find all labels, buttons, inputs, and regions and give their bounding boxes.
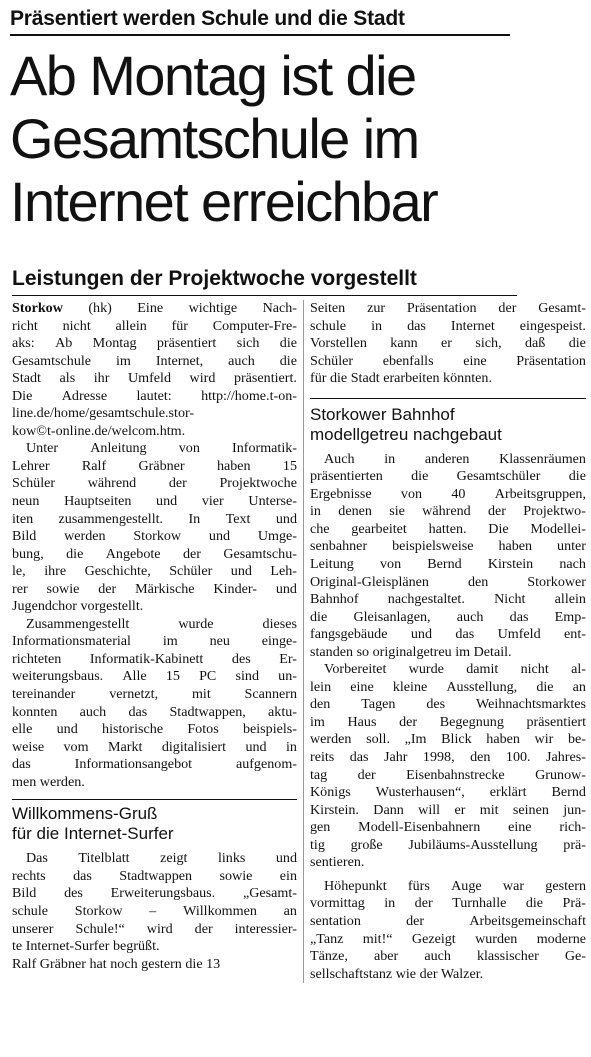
text-line: Lehrer Ralf Gräbner haben 15	[12, 457, 297, 474]
text-line: Unter Anleitung von Informatik-	[26, 440, 297, 457]
text-line: elle und historische Fotos beispiels-	[12, 721, 297, 738]
section-title	[310, 398, 586, 445]
text-line: men werden.	[12, 773, 85, 790]
text-line: „Tanz mit!“ Gezeigt wurden moderne	[310, 930, 586, 947]
text-line: lein eine kleine Ausstellung, die an	[310, 678, 586, 695]
text-line: che gearbeitet hatten. Die Modellei-	[310, 520, 586, 537]
section-title-line: modellgetreu nachgebaut	[310, 424, 502, 444]
text-line: iten zusammengestellt. In Text und	[12, 510, 297, 527]
kicker-title: Präsentiert werden Schule und die Stadt	[10, 6, 510, 36]
text-line: das Informationsangebot aufgenom-	[12, 756, 297, 773]
text-line: gen Modell-Eisenbahnern eine rich-	[310, 819, 586, 836]
text-line: werden soll. „Im Blick haben wir be-	[310, 731, 586, 748]
text-line: kow©t-online.de/welcom.htm.	[12, 422, 186, 439]
paragraph	[310, 451, 586, 662]
text-line: Ralf Gräbner hat noch gestern die 13	[12, 955, 221, 972]
text-line: Informationsmaterial im neu einge-	[12, 633, 297, 650]
text-line: Vorstellen kann er sich, daß die	[310, 335, 586, 352]
headline-line: Gesamtschule im	[10, 107, 419, 170]
text-line: weiterungsbaus. Alle 15 PC sind un-	[12, 668, 297, 685]
text-line: weise vom Markt digitalisiert und in	[12, 738, 297, 755]
text-line: Storkow (hk) Eine wichtige Nach-	[12, 300, 297, 316]
text-line: Leitung von Bernd Kirstein nach	[310, 556, 586, 573]
section-title-line: Willkommens-Gruß	[12, 804, 158, 824]
text-line: Jugendchor vorgestellt.	[12, 598, 144, 615]
text-line: schule Storkow – Willkommen an	[12, 902, 297, 919]
text-line: Kirstein. Dann will er mit seinen jun-	[310, 801, 586, 818]
text-line: konnten auch das Stadtwappen, aktu-	[12, 703, 297, 720]
paragraph	[12, 956, 297, 974]
text-line: Schüler während der Projektwoche	[12, 475, 297, 492]
text-line: richteten Informatik-Kabinett des Er-	[12, 650, 297, 667]
section-title-line: Storkower Bahnhof	[310, 404, 455, 424]
text-line: Zusammengestellt wurde dieses	[26, 615, 297, 632]
text-line: le, ihre Geschichte, Schüler und Leh-	[12, 563, 297, 580]
text-line: aks: Ab Montag präsentiert sich die	[12, 335, 297, 352]
text-line: unserer Schule!“ wird der interessier-	[12, 920, 297, 937]
text-line: Vorbereitet wurde damit nicht al-	[324, 661, 586, 678]
text-line: Ergebnisse von 40 Arbeitsgruppen,	[310, 485, 586, 502]
text-line: rechts das Stadtwappen sowie ein	[12, 867, 297, 884]
text-line: tereinander vernetzt, mit Scannern	[12, 686, 297, 703]
left-column	[12, 300, 297, 973]
paragraph	[310, 878, 586, 983]
paragraph	[12, 300, 297, 440]
headline-line: Internet erreichbar	[10, 170, 438, 233]
text-line: für die Stadt erarbeiten könnten.	[310, 370, 492, 387]
text-line: den Tagen des Weihnachtsmarktes	[310, 696, 586, 713]
text-line: neun Hauptseiten und vier Unterse-	[12, 493, 297, 510]
text-line: reits das Jahr 1998, den 100. Jahres-	[310, 749, 586, 766]
text-line: Auch in anderen Klassenräumen	[324, 450, 586, 467]
headline-line: Ab Montag ist die	[10, 44, 416, 107]
text-line: Die Adresse lautet: http://home.t-on-	[12, 387, 297, 404]
text-line: Bild des Erweiterungsbaus. „Gesamt-	[12, 885, 297, 902]
text-line: senbahner beispielsweise haben unter	[310, 538, 586, 555]
text-line: Das Titelblatt zeigt links und	[26, 850, 297, 867]
text-line: Höhepunkt fürs Auge war gestern	[324, 877, 586, 894]
text-line: schule in das Internet eingespeist.	[310, 317, 586, 334]
text-line: sentation der Arbeitsgemeinschaft	[310, 912, 586, 929]
headline	[10, 44, 585, 233]
text-line: sentieren.	[310, 854, 365, 871]
paragraph	[12, 440, 297, 615]
text-line: Stadt als ihr Umfeld wird präsentiert.	[12, 370, 297, 387]
section-title	[12, 799, 297, 844]
text-line: Bild werden Storkow und Umge-	[12, 528, 297, 545]
section-title-line: für die Internet-Surfer	[12, 824, 174, 844]
text-line: bung, die Angebote der Gesamtschu-	[12, 545, 297, 562]
text-line: Gesamtschule im Internet, auch die	[12, 352, 297, 369]
text-line: Tänze, aber auch klassischer Ge-	[310, 948, 586, 965]
text-line: Schüler ebenfalls eine Präsentation	[310, 352, 586, 369]
text-line: im Haus der Begegnung präsentiert	[310, 713, 586, 730]
paragraph	[310, 661, 586, 872]
right-column	[310, 300, 586, 983]
text-line: tig große Jubiläums-Ausstellung prä-	[310, 836, 586, 853]
paragraph	[12, 616, 297, 791]
text-line: die Gleisanlagen, auch das Emp-	[310, 608, 586, 625]
text-line: te Internet-Surfer begrüßt.	[12, 938, 160, 955]
text-line: sellschaftstanz wie der Walzer.	[310, 965, 484, 982]
text-line: Seiten zur Präsentation der Gesamt-	[310, 300, 586, 316]
text-line: präsentierten die Gesamtschüler die	[310, 468, 586, 485]
text-line: Original-Gleisplänen den Storkower	[310, 573, 586, 590]
text-line: richt nicht allein für Computer-Fre-	[12, 317, 297, 334]
paragraph	[12, 850, 297, 955]
text-line: tag der Eisenbahnstrecke Grunow-	[310, 766, 586, 783]
text-line: line.de/home/gesamtschule.stor-	[12, 405, 195, 422]
text-line: standen so originalgetreu im Detail.	[310, 643, 512, 660]
text-line: Königs Wusterhausen“, erklärt Bernd	[310, 784, 586, 801]
text-line: fangsgebäude und das Umfeld ent-	[310, 626, 586, 643]
text-line: vormittag in der Turnhalle die Prä-	[310, 895, 586, 912]
text-line: Bahnhof nachgestaltet. Nicht allein	[310, 591, 586, 608]
paragraph	[310, 300, 586, 388]
text-line: rer sowie der Märkische Kinder- und	[12, 580, 297, 597]
subheadline: Leistungen der Projektwoche vorgestellt	[12, 266, 517, 296]
text-line: in denen sie während der Projektwo-	[310, 503, 586, 520]
